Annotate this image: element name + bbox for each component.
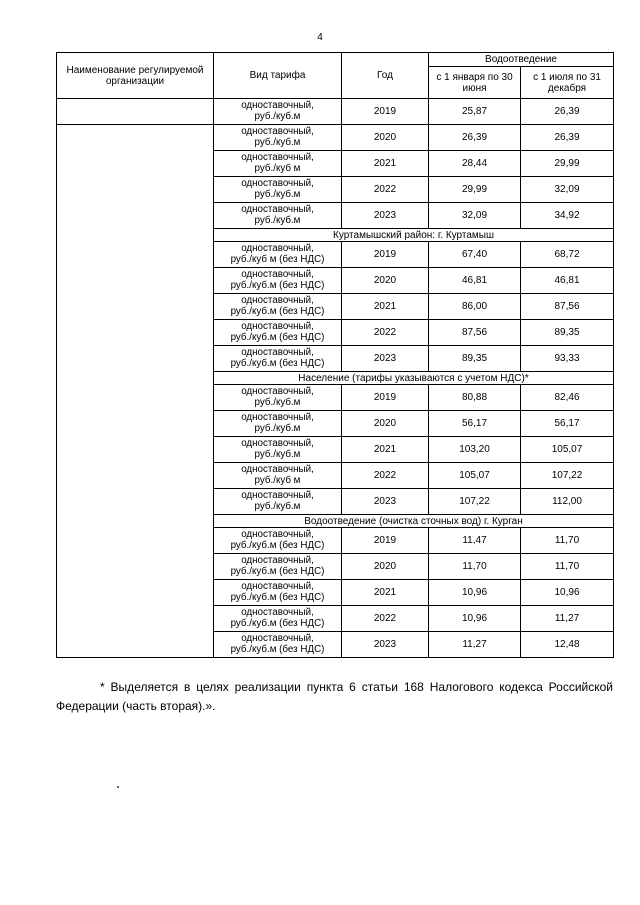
year-cell: 2019 bbox=[342, 528, 429, 554]
tariff-cell bbox=[214, 580, 342, 606]
year-cell: 2022 bbox=[342, 606, 429, 632]
year-cell: 2022 bbox=[342, 463, 429, 489]
tariff-type: одноставочный, bbox=[241, 295, 314, 306]
tariff-unit: руб./куб.м (без НДС) bbox=[230, 305, 325, 317]
tariff-unit: руб./куб.м bbox=[254, 136, 301, 148]
tariff-cell bbox=[214, 320, 342, 346]
section-title: Население (тарифы указываются с учетом НДС)* bbox=[214, 372, 614, 385]
tariff-type: одноставочный, bbox=[241, 529, 314, 540]
value-half2: 32,09 bbox=[521, 177, 614, 203]
year-cell: 2021 bbox=[342, 437, 429, 463]
page-number: 4 bbox=[317, 32, 323, 43]
value-half1: 25,87 bbox=[429, 99, 521, 125]
tariff-cell bbox=[214, 632, 342, 658]
tariff-cell bbox=[214, 606, 342, 632]
header-tariff: Вид тарифа bbox=[214, 53, 342, 99]
tariff-type: одноставочный, bbox=[241, 581, 314, 592]
tariff-unit: руб./куб.м (без НДС) bbox=[230, 617, 325, 629]
tariff-unit: руб./куб.м bbox=[254, 188, 301, 200]
year-cell: 2020 bbox=[342, 411, 429, 437]
value-half2: 89,35 bbox=[521, 320, 614, 346]
value-half2: 46,81 bbox=[521, 268, 614, 294]
tariff-cell bbox=[214, 203, 342, 229]
tariff-type: одноставочный, bbox=[241, 321, 314, 332]
tariff-unit: руб./куб.м bbox=[254, 214, 301, 226]
tariff-unit: руб./куб м bbox=[254, 162, 301, 174]
value-half1: 32,09 bbox=[429, 203, 521, 229]
tariff-cell bbox=[214, 528, 342, 554]
tariff-type: одноставочный, bbox=[241, 464, 314, 475]
value-half2: 11,70 bbox=[521, 554, 614, 580]
footnote: * Выделяется в целях реализации пункта 6 статьи 168 Налогового кодекса Российской Федерации (часть вторая).». bbox=[56, 680, 613, 713]
value-half2: 82,46 bbox=[521, 385, 614, 411]
value-half1: 29,99 bbox=[429, 177, 521, 203]
tariff-type: одноставочный, bbox=[241, 386, 314, 397]
value-half1: 56,17 bbox=[429, 411, 521, 437]
tariff-type: одноставочный, bbox=[241, 243, 314, 254]
value-half1: 10,96 bbox=[429, 606, 521, 632]
tariff-type: одноставочный, bbox=[241, 269, 314, 280]
tariff-cell bbox=[214, 437, 342, 463]
header-service: Водоотведение bbox=[429, 53, 614, 67]
year-cell: 2021 bbox=[342, 294, 429, 320]
tariff-unit: руб./куб.м bbox=[254, 500, 301, 512]
value-half1: 67,40 bbox=[429, 242, 521, 268]
value-half1: 26,39 bbox=[429, 125, 521, 151]
header-half2: с 1 июля по 31 декабря bbox=[521, 67, 614, 99]
value-half1: 103,20 bbox=[429, 437, 521, 463]
year-cell: 2022 bbox=[342, 177, 429, 203]
tariff-type: одноставочный, bbox=[241, 490, 314, 501]
value-half2: 107,22 bbox=[521, 463, 614, 489]
year-cell: 2022 bbox=[342, 320, 429, 346]
year-cell: 2019 bbox=[342, 99, 429, 125]
value-half2: 11,70 bbox=[521, 528, 614, 554]
section-title: Куртамышский район: г. Куртамыш bbox=[214, 229, 614, 242]
year-cell: 2023 bbox=[342, 203, 429, 229]
value-half1: 89,35 bbox=[429, 346, 521, 372]
value-half2: 112,00 bbox=[521, 489, 614, 515]
value-half1: 11,47 bbox=[429, 528, 521, 554]
table-body bbox=[57, 99, 614, 658]
tariff-unit: руб./куб.м (без НДС) bbox=[230, 331, 325, 343]
tariff-unit: руб./куб.м (без НДС) bbox=[230, 357, 325, 369]
value-half1: 80,88 bbox=[429, 385, 521, 411]
table-row bbox=[57, 99, 614, 125]
value-half1: 11,70 bbox=[429, 554, 521, 580]
value-half1: 46,81 bbox=[429, 268, 521, 294]
value-half1: 28,44 bbox=[429, 151, 521, 177]
year-cell: 2021 bbox=[342, 580, 429, 606]
year-cell: 2020 bbox=[342, 268, 429, 294]
tariff-cell bbox=[214, 99, 342, 125]
year-cell: 2020 bbox=[342, 125, 429, 151]
value-half2: 11,27 bbox=[521, 606, 614, 632]
section-title: Водоотведение (очистка сточных вод) г. Курган bbox=[214, 515, 614, 528]
tariff-unit: руб./куб.м (без НДС) bbox=[230, 643, 325, 655]
tariff-type: одноставочный, bbox=[241, 412, 314, 423]
tariff-unit: руб./куб.м (без НДС) bbox=[230, 279, 325, 291]
header-org: Наименование регулируемой организации bbox=[57, 53, 214, 99]
value-half2: 68,72 bbox=[521, 242, 614, 268]
value-half2: 34,92 bbox=[521, 203, 614, 229]
value-half1: 86,00 bbox=[429, 294, 521, 320]
tariff-cell bbox=[214, 385, 342, 411]
value-half2: 26,39 bbox=[521, 125, 614, 151]
tariff-cell bbox=[214, 346, 342, 372]
tariff-unit: руб./куб м bbox=[254, 474, 301, 486]
tariff-cell bbox=[214, 463, 342, 489]
tariff-cell bbox=[214, 177, 342, 203]
tariff-type: одноставочный, bbox=[241, 126, 314, 137]
value-half2: 29,99 bbox=[521, 151, 614, 177]
tariff-unit: руб./куб.м (без НДС) bbox=[230, 539, 325, 551]
tariff-cell bbox=[214, 489, 342, 515]
tariff-type: одноставочный, bbox=[241, 100, 314, 111]
year-cell: 2023 bbox=[342, 489, 429, 515]
value-half1: 10,96 bbox=[429, 580, 521, 606]
value-half2: 12,48 bbox=[521, 632, 614, 658]
tariff-cell bbox=[214, 268, 342, 294]
tariff-type: одноставочный, bbox=[241, 152, 314, 163]
tariff-cell bbox=[214, 554, 342, 580]
year-cell: 2021 bbox=[342, 151, 429, 177]
header-half1: с 1 января по 30 июня bbox=[429, 67, 521, 99]
tariff-unit: руб./куб.м bbox=[254, 396, 301, 408]
value-half2: 105,07 bbox=[521, 437, 614, 463]
value-half1: 107,22 bbox=[429, 489, 521, 515]
org-cell-empty bbox=[57, 99, 214, 125]
value-half2: 93,33 bbox=[521, 346, 614, 372]
tariff-table bbox=[56, 52, 614, 658]
tariff-cell bbox=[214, 125, 342, 151]
year-cell: 2019 bbox=[342, 385, 429, 411]
tariff-type: одноставочный, bbox=[241, 347, 314, 358]
tariff-type: одноставочный, bbox=[241, 633, 314, 644]
value-half1: 105,07 bbox=[429, 463, 521, 489]
table-row bbox=[57, 125, 614, 151]
tariff-type: одноставочный, bbox=[241, 178, 314, 189]
tariff-unit: руб./куб.м bbox=[254, 448, 301, 460]
tariff-type: одноставочный, bbox=[241, 204, 314, 215]
org-cell-group bbox=[57, 125, 214, 658]
year-cell: 2019 bbox=[342, 242, 429, 268]
stray-dot bbox=[117, 786, 119, 788]
tariff-unit: руб./куб.м bbox=[254, 422, 301, 434]
tariff-type: одноставочный, bbox=[241, 438, 314, 449]
tariff-cell bbox=[214, 242, 342, 268]
year-cell: 2020 bbox=[342, 554, 429, 580]
value-half2: 26,39 bbox=[521, 99, 614, 125]
tariff-cell bbox=[214, 411, 342, 437]
tariff-unit: руб./куб.м (без НДС) bbox=[230, 565, 325, 577]
tariff-type: одноставочный, bbox=[241, 555, 314, 566]
header-year: Год bbox=[342, 53, 429, 99]
tariff-type: одноставочный, bbox=[241, 607, 314, 618]
tariff-unit: руб./куб м (без НДС) bbox=[230, 253, 325, 265]
tariff-cell bbox=[214, 294, 342, 320]
year-cell: 2023 bbox=[342, 346, 429, 372]
value-half1: 11,27 bbox=[429, 632, 521, 658]
tariff-cell bbox=[214, 151, 342, 177]
tariff-unit: руб./куб.м bbox=[254, 110, 301, 122]
tariff-unit: руб./куб.м (без НДС) bbox=[230, 591, 325, 603]
value-half2: 56,17 bbox=[521, 411, 614, 437]
year-cell: 2023 bbox=[342, 632, 429, 658]
value-half2: 87,56 bbox=[521, 294, 614, 320]
value-half1: 87,56 bbox=[429, 320, 521, 346]
value-half2: 10,96 bbox=[521, 580, 614, 606]
